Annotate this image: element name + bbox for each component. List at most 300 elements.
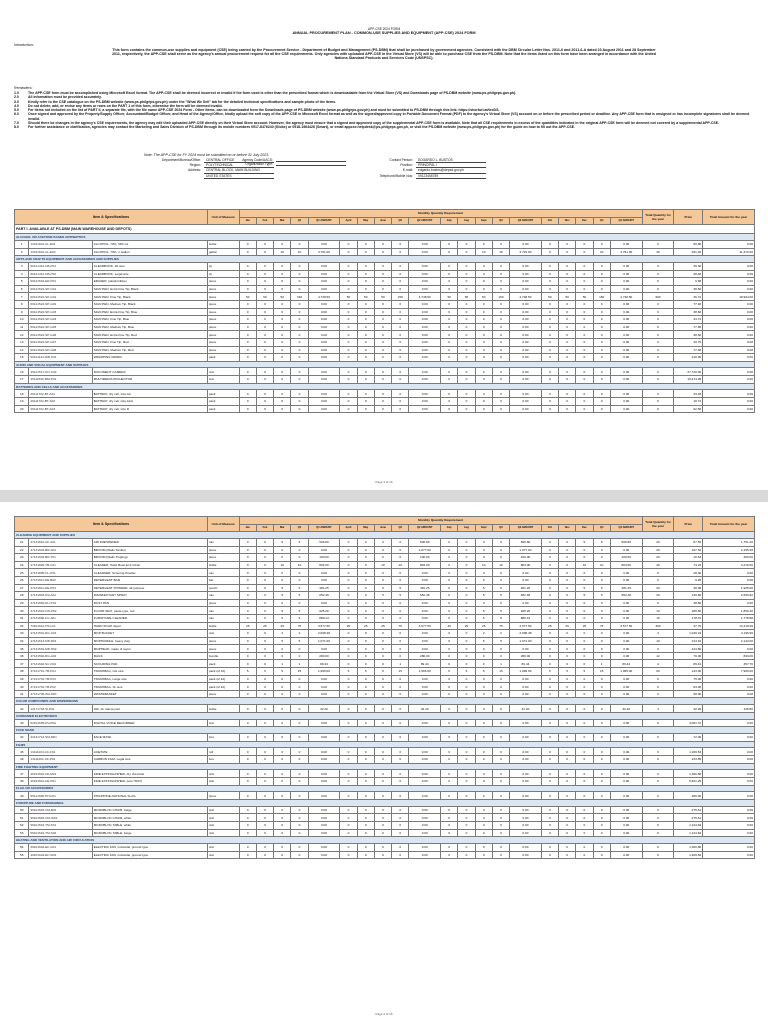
quantity-cell: 5 (475, 637, 492, 645)
quantity-cell: 0 (392, 285, 409, 293)
quantity-cell: 0 (274, 354, 291, 362)
quantity-cell: 0 (458, 308, 475, 316)
quantity-cell: 0 (340, 614, 357, 622)
quantity-cell: 0 (340, 630, 357, 638)
total-amount: 0.00 (703, 376, 755, 384)
quantity-cell: 0 (340, 331, 357, 339)
quantity-cell: 0 (559, 806, 576, 814)
quantity-cell: 0 (256, 270, 273, 278)
quantity-cell: 0 (291, 546, 308, 554)
reminder-item (14, 125, 754, 129)
quantity-cell: 5 (291, 538, 308, 546)
quantity-cell: 0 (340, 554, 357, 562)
quantity-cell: 0 (291, 851, 308, 859)
unit-of-measure: unit (207, 376, 239, 384)
total-quantity: 0 (642, 316, 674, 324)
quantity-cell: 0 (576, 719, 593, 727)
quantity-cell: 0 (541, 368, 558, 376)
quantity-cell: 0 (492, 851, 509, 859)
quantity-cell: 0 (441, 390, 458, 398)
total-amount: 0.00 (703, 338, 755, 346)
quantity-cell: 0 (475, 323, 492, 331)
table-row (15, 705, 755, 713)
quantity-cell: 0 (374, 806, 391, 814)
total-amount: 0.00 (703, 645, 755, 653)
quantity-cell: 0 (340, 398, 357, 406)
quantity-cell: 0 (559, 569, 576, 577)
quantity-cell: 0 (559, 690, 576, 698)
item-number: 20 (15, 405, 29, 413)
total-amount: 0.00 (703, 323, 755, 331)
quantity-cell: 0 (340, 675, 357, 683)
quantity-cell: 0 (291, 599, 308, 607)
unit-of-measure: pack (207, 405, 239, 413)
quantity-cell: 0 (593, 851, 610, 859)
quantity-cell: 481.25 (610, 584, 642, 592)
quantity-cell: 0 (576, 778, 593, 786)
unit-of-measure: unit (207, 368, 239, 376)
unit-of-measure: pouch (207, 584, 239, 592)
quantity-cell: 0 (357, 690, 374, 698)
total-amount: 0.00 (703, 690, 755, 698)
quantity-cell: 0 (441, 792, 458, 800)
quantity-cell: 0 (593, 821, 610, 829)
quantity-cell: 0 (274, 821, 291, 829)
quantity-cell: 0 (340, 652, 357, 660)
total-amount: 0.00 (703, 599, 755, 607)
quantity-cell: 0 (340, 569, 357, 577)
quantity-cell: 5 (441, 668, 458, 676)
quantity-cell: 0 (274, 285, 291, 293)
quantity-cell: 925.20 (308, 607, 340, 615)
item-description: AIR FRESHENER (92, 538, 207, 546)
quantity-cell: 0 (475, 829, 492, 837)
quantity-cell: 5 (475, 607, 492, 615)
item-number: 50 (15, 806, 29, 814)
quantity-cell: 0 (340, 368, 357, 376)
quantity-cell: 0 (475, 645, 492, 653)
quantity-cell: 0 (291, 376, 308, 384)
quantity-cell: 0 (492, 645, 509, 653)
quantity-cell: 0 (475, 843, 492, 851)
month-header: Q3 (492, 524, 509, 532)
item-description: MONOBLOC CHAIR, white (92, 814, 207, 822)
unit-price: 216.00 (674, 354, 703, 362)
category-row (15, 256, 755, 263)
item-code: 12171703-SI-P01 (29, 705, 92, 713)
quantity-cell: 0 (492, 748, 509, 756)
month-header: Mar (274, 217, 291, 225)
quantity-cell: 0 (458, 278, 475, 286)
unit-price: 130.80 (674, 592, 703, 600)
quantity-cell: 0 (392, 652, 409, 660)
quantity-cell: 0 (458, 851, 475, 859)
quantity-cell: 0 (492, 331, 509, 339)
total-quantity: 0 (642, 354, 674, 362)
unit-of-measure: piece (207, 300, 239, 308)
quantity-cell: 0 (274, 748, 291, 756)
quantity-cell: 5 (475, 668, 492, 676)
total-quantity: 0 (642, 690, 674, 698)
quantity-cell: 0 (559, 829, 576, 837)
item-number: 33 (15, 630, 29, 638)
quantity-cell: 0 (274, 806, 291, 814)
quantity-cell: 0 (593, 637, 610, 645)
quantity-cell: 0 (541, 376, 558, 384)
quantity-cell: 0 (374, 719, 391, 727)
quantity-cell: 0.00 (308, 748, 340, 756)
quantity-cell: 0 (458, 262, 475, 270)
month-header: Q1 AMOUNT (308, 217, 340, 225)
unit-price: 77.48 (674, 323, 703, 331)
quantity-cell: 0.00 (409, 719, 441, 727)
quantity-cell: 0 (492, 843, 509, 851)
quantity-cell: 0.00 (409, 806, 441, 814)
item-code: 47121701-TB-P02 (29, 683, 92, 691)
quantity-cell: 0 (576, 576, 593, 584)
quantity-cell: 0 (357, 851, 374, 859)
quantity-cell: 0 (441, 285, 458, 293)
item-number: 55 (15, 851, 29, 859)
quantity-cell: 0 (291, 806, 308, 814)
quantity-cell: 0 (593, 368, 610, 376)
quantity-cell: 0 (441, 262, 458, 270)
quantity-cell: 0 (576, 270, 593, 278)
quantity-cell: 0 (475, 748, 492, 756)
unit-price: 72.00 (674, 734, 703, 742)
quantity-cell: 0 (441, 338, 458, 346)
quantity-cell: 280.00 (510, 652, 542, 660)
unit-price: 5,621.25 (674, 778, 703, 786)
quantity-cell: 0 (475, 705, 492, 713)
quantity-cell: 0.00 (409, 398, 441, 406)
quantity-cell: 0 (441, 592, 458, 600)
quantity-cell: 0 (357, 405, 374, 413)
item-description: SIGN PEN, Extra Fine Tip, Red (92, 331, 207, 339)
quantity-cell: 0 (458, 554, 475, 562)
quantity-cell: 2 (492, 630, 509, 638)
quantity-cell: 0 (576, 683, 593, 691)
quantity-cell: 0 (541, 843, 558, 851)
quantity-cell: 0 (593, 806, 610, 814)
quantity-cell: 0 (239, 278, 256, 286)
quantity-cell: 0 (441, 607, 458, 615)
quantity-cell: 0 (357, 806, 374, 814)
quantity-cell: 0 (291, 338, 308, 346)
intro-text: This form contains the common-use supplies and equipment (CSE) being carried by the Procurement Service - Department of Budget and Management (PS-DBM) that shall be purchased by government agencies. Consistent with the DBM Circular Letter Nos. 2011-6 and 2011-6-A dated 23 August 2011 and 28 September 2011, respectively, the APP-CSE shall serve as the agency's annual procurement request for all the CSE requirements. Only agencies with uploaded APP-CSE in the Virtual Store (VS) will be able to purchase CSE from the PS-DBM. Note that the items listed on this form have been arranged in accordance with the United Nations Standard Products and Services Code (UNSPSC). (112, 48, 656, 61)
quantity-cell: 0 (239, 376, 256, 384)
quantity-cell: 0 (274, 270, 291, 278)
quantity-cell: 0 (274, 734, 291, 742)
quantity-cell: 0 (541, 705, 558, 713)
quantity-cell: 0 (392, 630, 409, 638)
quantity-cell: 0 (392, 829, 409, 837)
quantity-cell: 1,077.60 (409, 546, 441, 554)
quantity-cell: 0 (492, 756, 509, 764)
quantity-cell: 0 (576, 792, 593, 800)
quantity-cell: 0 (274, 645, 291, 653)
reminder-number: 7.0 (14, 121, 19, 126)
item-number: 14 (15, 346, 29, 354)
item-spec-header: Item & Specifications (15, 210, 208, 225)
quantity-cell: 0 (374, 607, 391, 615)
unit-of-measure: pc (207, 270, 239, 278)
quantity-cell: 0 (340, 645, 357, 653)
quantity-cell: 0.00 (409, 756, 441, 764)
total-quantity: 0 (642, 843, 674, 851)
quantity-cell: 25 (256, 622, 273, 630)
quantity-cell: 0 (541, 607, 558, 615)
item-code: 47131802-DU-P01 (29, 599, 92, 607)
quantity-cell: 0 (458, 405, 475, 413)
category-label: HEATING AND VENTILATION AND AIR CIRCULATION (15, 837, 755, 844)
quantity-cell: 0 (593, 278, 610, 286)
unit-of-measure: bottle (207, 561, 239, 569)
quantity-cell: 0.00 (610, 569, 642, 577)
info-value: PRINCIPAL I (416, 163, 486, 168)
quantity-cell: 0 (475, 240, 492, 248)
quantity-cell: 0 (274, 705, 291, 713)
total-quantity: 0 (642, 390, 674, 398)
quantity-cell: 0.00 (510, 806, 542, 814)
quantity-cell: 0.00 (409, 645, 441, 653)
month-header: Q4 AMOUNT (610, 217, 642, 225)
quantity-cell: 0 (239, 331, 256, 339)
item-number: 34 (15, 637, 29, 645)
quantity-cell: 0.00 (409, 331, 441, 339)
quantity-cell: 0 (458, 821, 475, 829)
info-row (144, 174, 274, 179)
unit-price: 44.72 (674, 316, 703, 324)
quantity-cell: 0.00 (610, 576, 642, 584)
item-code: 60121524-SP-G05 (29, 323, 92, 331)
quantity-cell: 0 (374, 338, 391, 346)
quantity-cell: 0 (239, 630, 256, 638)
quantity-cell: 0 (256, 748, 273, 756)
quantity-cell: 0 (374, 569, 391, 577)
quantity-cell: 0.00 (308, 338, 340, 346)
quantity-cell: 0.00 (510, 262, 542, 270)
quantity-cell: 0.00 (510, 792, 542, 800)
item-code: 73101612-HS-L01 (29, 622, 92, 630)
quantity-cell: 0 (475, 756, 492, 764)
quantity-cell: 0 (458, 390, 475, 398)
item-code: 60121524-SP-G07 (29, 338, 92, 346)
total-amount: 0.00 (703, 368, 755, 376)
item-code: 47121701-TB-P04 (29, 668, 92, 676)
quantity-cell: 0 (593, 719, 610, 727)
quantity-cell: 0.00 (409, 405, 441, 413)
unit-price: 1,396.86 (674, 770, 703, 778)
quantity-cell: 652.48 (510, 592, 542, 600)
quantity-cell: 280.00 (308, 652, 340, 660)
quantity-cell: 25 (274, 622, 291, 630)
quantity-cell: 0.00 (610, 300, 642, 308)
quantity-cell: 0.00 (510, 770, 542, 778)
reminder-text: Should there be changes in the agency's CSE requirements, the agency may edit their uploaded APP-CSE directly on their Virtual Store account. However, the agency must ensure that a signed and approved copy of the supplemental APP-CSE form is available. Note that all CSE requirements in excess of the quantities indicated in the original APP-CSE form will be deemed not covered by a supplemental APP-CSE. (28, 121, 720, 126)
quantity-cell: 0 (374, 346, 391, 354)
quantity-cell: 0 (441, 683, 458, 691)
item-description: FACE MASK (92, 734, 207, 742)
unit-of-measure: piece (207, 278, 239, 286)
table-row (15, 278, 755, 286)
item-code: 60121413-CB-P02 (29, 270, 92, 278)
quantity-cell: 0 (239, 770, 256, 778)
quantity-cell: 0 (374, 546, 391, 554)
quantity-cell: 0 (559, 376, 576, 384)
total-quantity: 0 (642, 285, 674, 293)
info-label: Position: (400, 163, 413, 168)
item-number: 52 (15, 821, 29, 829)
quantity-cell: 0 (576, 821, 593, 829)
quantity-cell: 0.00 (610, 338, 642, 346)
total-quantity: 0 (642, 300, 674, 308)
quantity-cell: 280.00 (409, 652, 441, 660)
unit-price: 124.80 (674, 645, 703, 653)
quantity-cell: 0 (256, 278, 273, 286)
quantity-cell: 0 (291, 770, 308, 778)
quantity-cell: 10 (374, 561, 391, 569)
item-description: ALCOHOL, 70%, 500 mL (92, 240, 207, 248)
table-row (15, 675, 755, 683)
quantity-cell: 0 (256, 346, 273, 354)
quantity-cell: 0.00 (610, 690, 642, 698)
info-label: Organization Type: (245, 162, 273, 167)
quantity-cell: 0.00 (409, 614, 441, 622)
total-amount: 0.00 (703, 316, 755, 324)
quantity-cell: 0 (239, 354, 256, 362)
quantity-cell: 0 (541, 285, 558, 293)
quantity-cell: 0 (541, 637, 558, 645)
total-quantity: 4 (642, 705, 674, 713)
month-header: Jan (239, 217, 256, 225)
quantity-cell: 0 (256, 614, 273, 622)
item-description: DOCUMENT CAMERA (92, 368, 207, 376)
quantity-cell: 0 (458, 607, 475, 615)
quantity-cell: 0 (291, 814, 308, 822)
quantity-cell: 0 (291, 569, 308, 577)
quantity-cell: 0 (541, 248, 558, 256)
total-quantity: 0 (642, 770, 674, 778)
quantity-cell: 0.00 (610, 308, 642, 316)
quantity-cell: 0 (475, 806, 492, 814)
quantity-cell: 0 (576, 569, 593, 577)
unit-of-measure: can (207, 569, 239, 577)
quantity-cell: 89.44 (510, 660, 542, 668)
quantity-cell: 0 (593, 576, 610, 584)
quantity-cell: 0 (441, 354, 458, 362)
total-amount: 0.00 (703, 756, 755, 764)
quantity-cell: 0 (256, 660, 273, 668)
total-quantity: 0 (642, 240, 674, 248)
quantity-cell: 0 (374, 829, 391, 837)
quantity-cell: 0 (256, 561, 273, 569)
quantity-cell: 0 (541, 599, 558, 607)
quantity-cell: 0 (593, 756, 610, 764)
item-number: 53 (15, 829, 29, 837)
quantity-cell: 0 (357, 390, 374, 398)
quantity-cell: 0 (441, 405, 458, 413)
unit-price: 9.28 (674, 576, 703, 584)
quantity-cell: 0 (441, 770, 458, 778)
quantity-cell: 0 (458, 354, 475, 362)
info-label: Region: (189, 163, 201, 168)
quantity-cell: 0 (475, 770, 492, 778)
quantity-cell: 0 (441, 690, 458, 698)
item-description: SIGN PEN, Extra Fine Tip, Black (92, 285, 207, 293)
quantity-cell: 0 (374, 278, 391, 286)
quantity-cell: 0 (239, 690, 256, 698)
reminder-number: 8.0 (14, 125, 19, 130)
total-amount: 0.00 (703, 308, 755, 316)
quantity-cell: 0.00 (610, 756, 642, 764)
quantity-cell: 804.00 (610, 561, 642, 569)
quantity-cell: 1 (291, 660, 308, 668)
quantity-cell: 0.00 (510, 569, 542, 577)
quantity-cell: 0 (239, 285, 256, 293)
quantity-cell: 0 (593, 770, 610, 778)
quantity-cell: 0 (256, 398, 273, 406)
quantity-cell: 10 (392, 561, 409, 569)
unit-price: 59.80 (674, 240, 703, 248)
quantity-cell: 0 (441, 546, 458, 554)
item-number: 45 (15, 748, 29, 756)
quantity-cell: 0 (576, 405, 593, 413)
part-title: PART I. AVAILABLE AT PS-DBM (MAIN WAREHOUSE AND DEPOTS) (15, 225, 755, 234)
table-row (15, 576, 755, 584)
quantity-cell: 0 (458, 285, 475, 293)
quantity-cell: 0 (239, 756, 256, 764)
quantity-cell: 89.44 (610, 660, 642, 668)
quantity-cell: 0 (593, 652, 610, 660)
quantity-cell: 0 (340, 599, 357, 607)
quantity-cell: 0 (374, 843, 391, 851)
quantity-cell: 0 (239, 584, 256, 592)
quantity-cell: 5 (374, 592, 391, 600)
quantity-cell: 0 (541, 814, 558, 822)
quantity-cell: 0 (357, 278, 374, 286)
quantity-cell: 10 (291, 561, 308, 569)
quantity-cell: 3,791.00 (610, 248, 642, 256)
quantity-cell: 0.00 (308, 323, 340, 331)
quantity-cell: 0 (392, 637, 409, 645)
total-quantity: 40 (642, 561, 674, 569)
quantity-cell: 0 (458, 346, 475, 354)
quantity-cell: 0 (559, 637, 576, 645)
quantity-cell: 0 (392, 778, 409, 786)
unit-price: 92.56 (674, 405, 703, 413)
quantity-cell: 0 (392, 262, 409, 270)
quantity-cell: 0 (357, 376, 374, 384)
quantity-cell: 0 (340, 300, 357, 308)
total-amount: 0.00 (703, 778, 755, 786)
item-number: 32 (15, 622, 29, 630)
quantity-cell: 0 (593, 705, 610, 713)
table-row (15, 368, 755, 376)
item-code: 60121524-SP-G06 (29, 331, 92, 339)
quantity-cell: 0 (239, 829, 256, 837)
quantity-cell: 0.00 (308, 368, 340, 376)
quantity-cell: 25 (239, 622, 256, 630)
unit-price: 77.48 (674, 300, 703, 308)
quantity-cell: 0 (274, 546, 291, 554)
quantity-cell: 25 (340, 622, 357, 630)
quantity-cell: 0 (291, 316, 308, 324)
total-quantity: 0 (642, 576, 674, 584)
quantity-cell: 0 (357, 829, 374, 837)
quantity-cell: 0 (340, 278, 357, 286)
quantity-cell: 0 (340, 576, 357, 584)
